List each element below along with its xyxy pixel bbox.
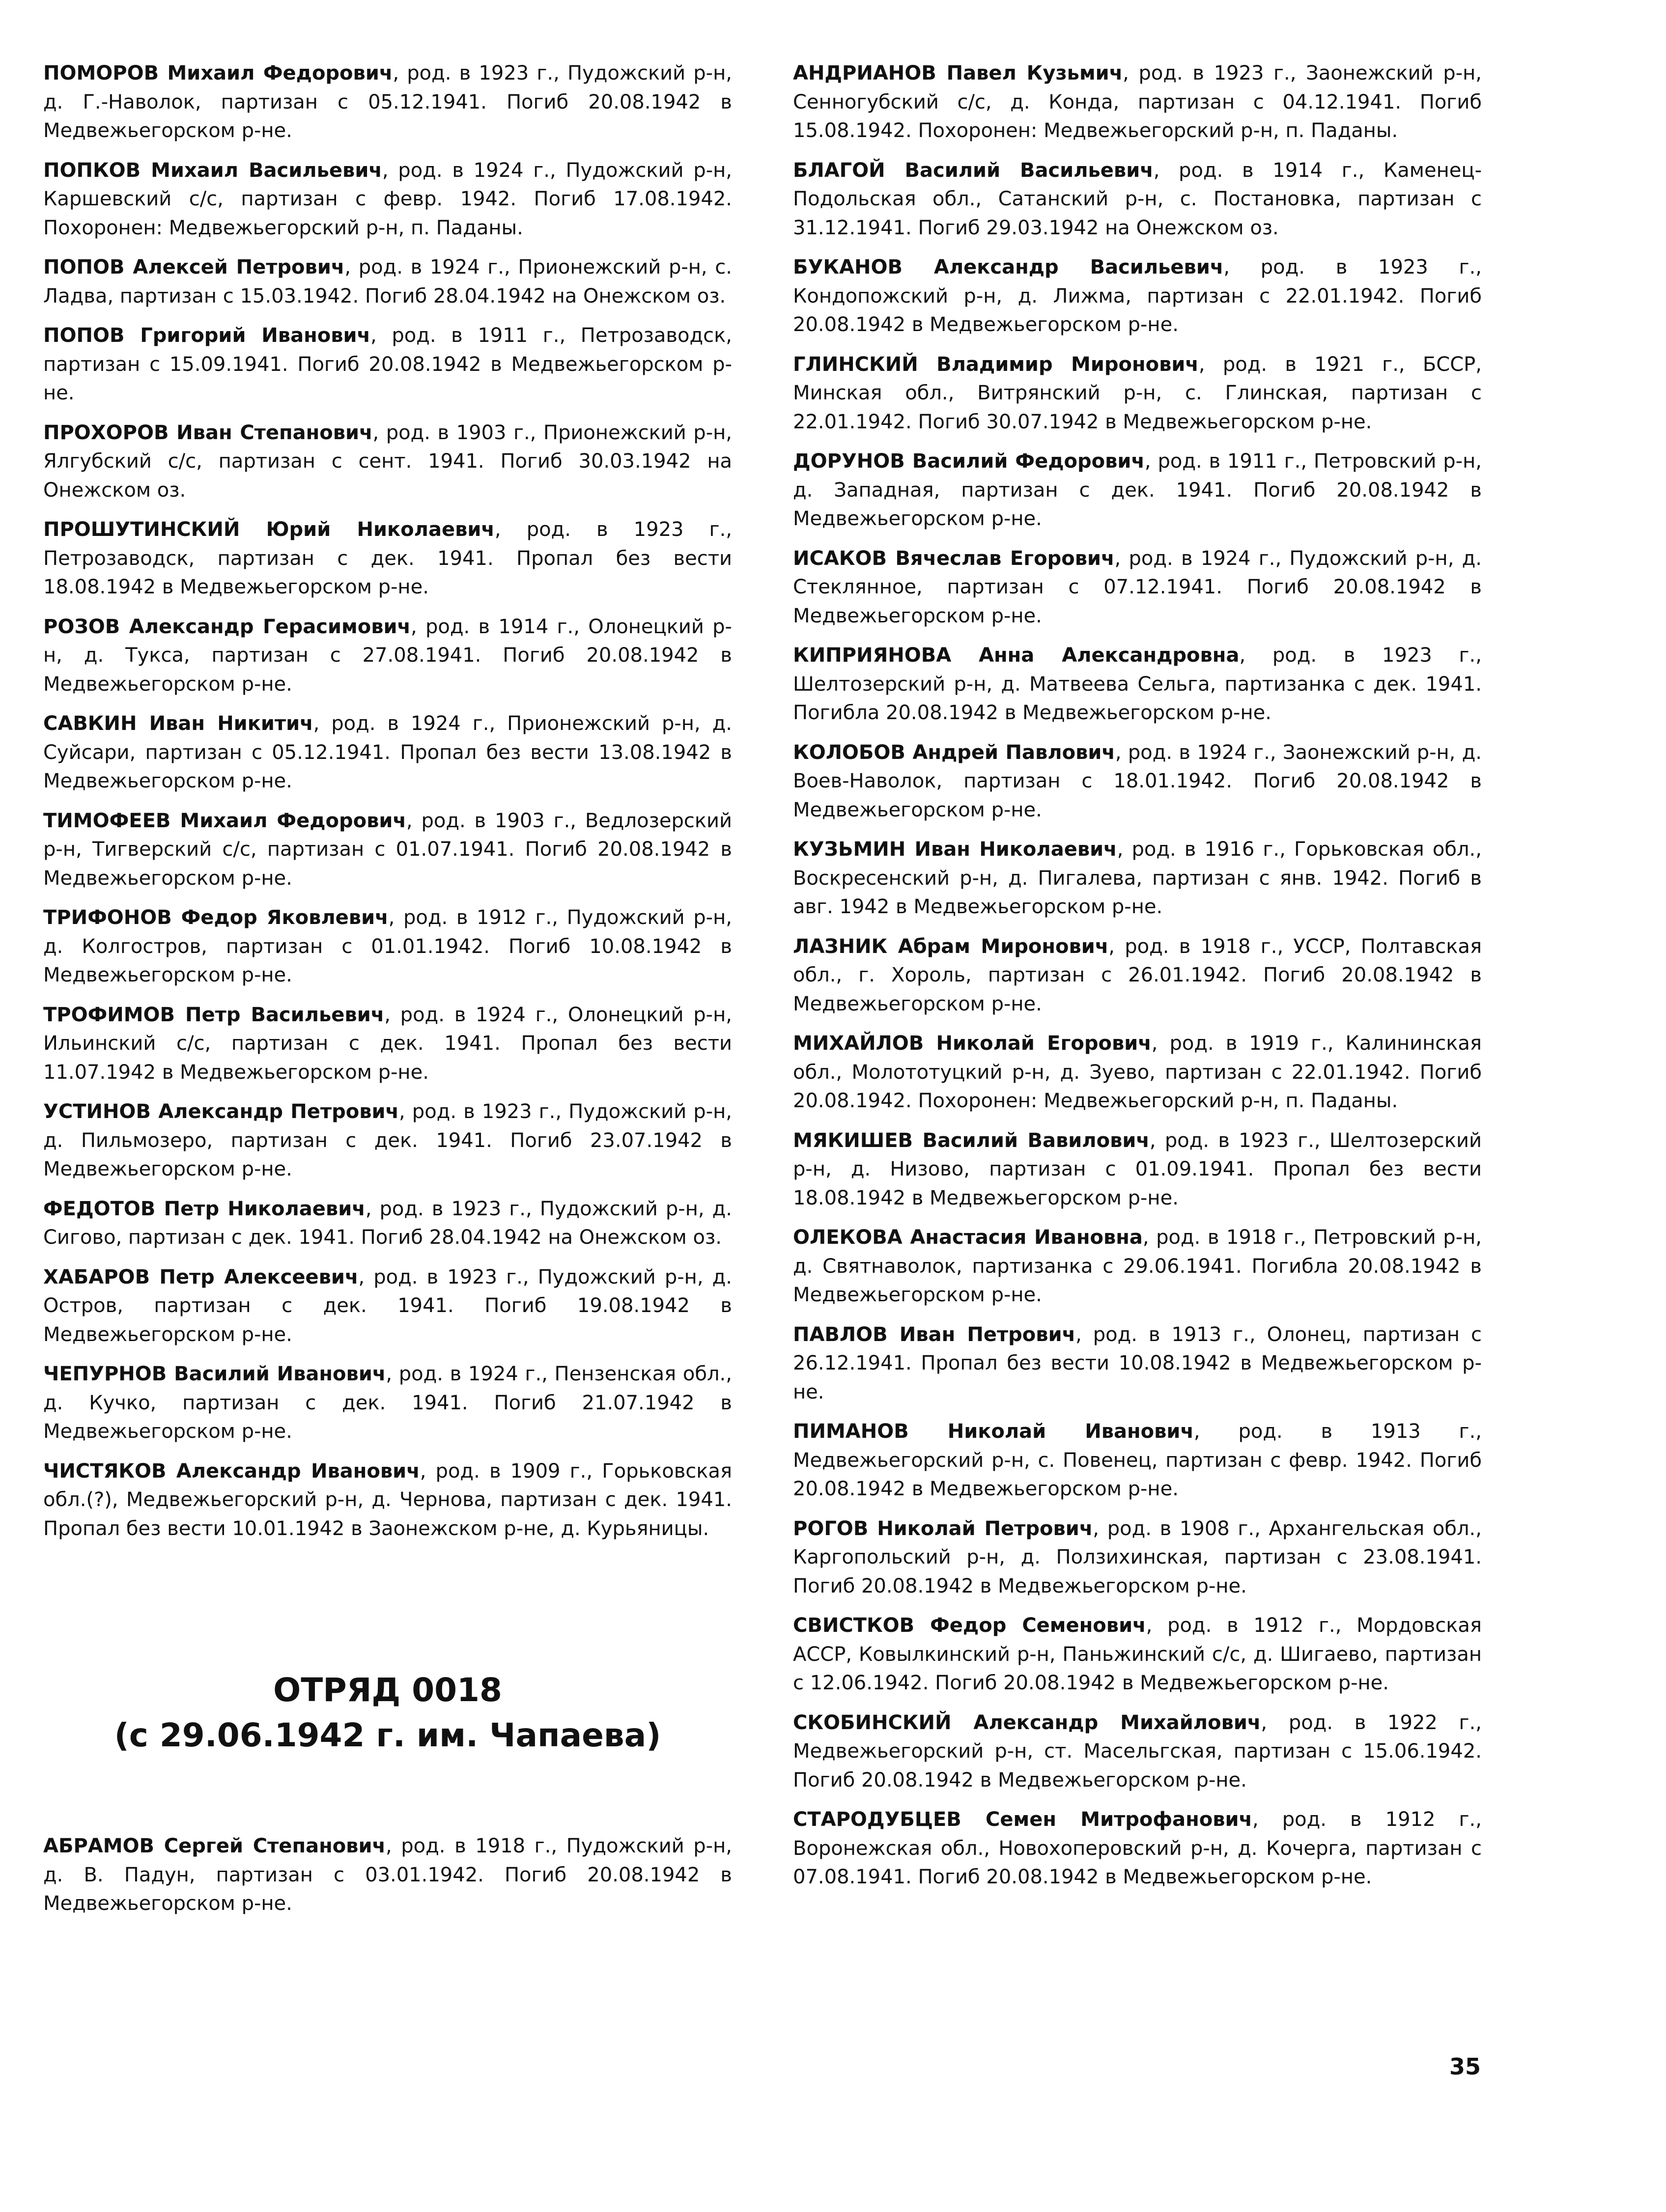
person-details: , род. в 1913 г., Олонец, партизан с 26.12.1941. Пропал без вести 10.08.1942 в Медвежьегорском р-не. (793, 1323, 1482, 1403)
person-details: , род. в 1908 г., Архангельская обл., Каргопольский р-н, д. Ползихинская, партизан с 23.08.1941. Погиб 20.08.1942 в Медвежьегорском р-не. (793, 1517, 1482, 1597)
right-entry-list (793, 59, 1482, 1892)
person-entry (793, 738, 1482, 825)
person-name: САВКИН Иван Никитич (43, 712, 313, 735)
person-entry (793, 253, 1482, 339)
person-name: МЯКИШЕВ Василий Вавилович (793, 1129, 1150, 1152)
person-name: ЛАЗНИК Абрам Миронович (793, 935, 1109, 958)
person-name: ГЛИНСКИЙ Владимир Миронович (793, 353, 1199, 376)
person-name: БЛАГОЙ Василий Васильевич (793, 159, 1154, 182)
right-column (793, 59, 1482, 1903)
person-entry (793, 1223, 1482, 1310)
person-details: , род. в 1914 г., Каменец-Подольская обл., Сатанский р-н, с. Постановка, партизан с 31.12.1941. Погиб 29.03.1942 на Онежском оз. (793, 159, 1482, 239)
person-entry (43, 1097, 732, 1184)
person-details: , род. в 1923 г., Пудожский р-н, д. Г.-Наволок, партизан с 05.12.1941. Погиб 20.08.1942 в Медвежьегорском р-не. (43, 62, 732, 142)
person-name: ТРОФИМОВ Петр Васильевич (43, 1003, 385, 1026)
person-entry (793, 641, 1482, 728)
person-entry (43, 1001, 732, 1087)
person-details: , род. в 1916 г., Горьковская обл., Воскресенский р-н, д. Пигалева, партизан с янв. 1942. Погиб в авг. 1942 в Медвежьегорском р-не. (793, 838, 1482, 918)
person-name: КОЛОБОВ Андрей Павлович (793, 741, 1115, 764)
person-details: , род. в 1923 г., Пудожский р-н, д. Сигово, партизан с дек. 1941. Погиб 28.04.1942 на Онежском оз. (43, 1197, 733, 1249)
person-details: , род. в 1912 г., Воронежская обл., Новохоперовский р-н, д. Кочерга, партизан с 07.08.1941. Погиб 20.08.1942 в Медвежьегорском р-не. (793, 1808, 1482, 1888)
person-entry (43, 709, 732, 796)
person-details: , род. в 1924 г., Прионежский р-н, д. Суйсари, партизан с 05.12.1941. Пропал без вести 13.08.1942 в Медвежьегорском р-не. (43, 712, 732, 792)
person-name: ТРИФОНОВ Федор Яковлевич (43, 906, 389, 929)
person-name: СКОБИНСКИЙ Александр Михайлович (793, 1711, 1261, 1734)
person-entry (43, 613, 732, 699)
section-title: ОТРЯД 0018 (273, 1671, 502, 1709)
person-details: , род. в 1903 г., Прионежский р-н, Ялгубский с/с, партизан с сент. 1941. Погиб 30.03.1942 на Онежском оз. (43, 421, 732, 502)
person-name: РОЗОВ Александр Герасимович (43, 615, 411, 638)
person-name: ПРОШУТИНСКИЙ Юрий Николаевич (43, 518, 495, 541)
person-details: , род. в 1909 г., Горьковская обл.(?), Медвежьегорский р-н, д. Чернова, партизан с дек. 1941. Пропал без вести 10.01.1942 в Заонежском р-не, д. Курьяницы. (43, 1459, 733, 1540)
person-details: , род. в 1914 г., Олонецкий р-н, д. Тукса, партизан с 27.08.1941. Погиб 20.08.1942 в Медвежьегорском р-не. (43, 615, 732, 696)
person-entry (793, 544, 1482, 631)
person-entry (43, 1832, 732, 1918)
person-details: , род. в 1903 г., Ведлозерский р-н, Тигверский с/с, партизан с 01.07.1941. Погиб 20.08.1942 в Медвежьегорском р-не. (43, 809, 733, 890)
person-entry (793, 1320, 1482, 1407)
left-column (43, 59, 732, 1929)
person-details: , род. в 1923 г., Шелтозерский р-н, д. Низово, партизан с 01.09.1941. Пропал без вести 18.08.1942 в Медвежьегорском р-не. (793, 1129, 1482, 1209)
person-details: , род. в 1924 г., Пензенская обл., д. Кучко, партизан с дек. 1941. Погиб 21.07.1942 в Медвежьегорском р-не. (43, 1363, 732, 1443)
person-entry (793, 1514, 1482, 1601)
person-entry (43, 1195, 732, 1252)
person-details: , род. в 1924 г., Прионежский р-н, с. Ладва, партизан с 15.03.1942. Погиб 28.04.1942 на Онежском оз. (43, 256, 733, 308)
section-entry-list (43, 1832, 732, 1918)
person-details: , род. в 1918 г., Пудожский р-н, д. В. Падун, партизан с 03.01.1942. Погиб 20.08.1942 в Медвежьегорском р-не. (43, 1835, 732, 1915)
person-details: , род. в 1924 г., Пудожский р-н, д. Стеклянное, партизан с 07.12.1941. Погиб 20.08.1942 в Медвежьегорском р-не. (793, 547, 1482, 627)
left-entry-list (43, 59, 732, 1543)
person-name: ПРОХОРОВ Иван Степанович (43, 421, 373, 444)
person-name: БУКАНОВ Александр Васильевич (793, 256, 1224, 279)
person-details: , род. в 1911 г., Петрозаводск, партизан с 15.09.1941. Погиб 20.08.1942 в Медвежьегорском р-не. (43, 324, 732, 404)
person-entry (793, 1417, 1482, 1504)
person-name: СТАРОДУБЦЕВ Семен Митрофанович (793, 1808, 1252, 1831)
person-details: , род. в 1924 г., Пудожский р-н, Каршевский с/с, партизан с февр. 1942. Погиб 17.08.1942. Похоронен: Медвежьегорский р-н, п. Паданы. (43, 159, 732, 239)
person-details: , род. в 1912 г., Пудожский р-н, д. Колгостров, партизан с 01.01.1942. Погиб 10.08.1942 в Медвежьегорском р-не. (43, 906, 732, 986)
person-entry (43, 1360, 732, 1446)
person-entry (43, 321, 732, 408)
person-details: , род. в 1913 г., Медвежьегорский р-н, с. Повенец, партизан с февр. 1942. Погиб 20.08.1942 в Медвежьегорском р-не. (793, 1420, 1482, 1500)
person-name: ОЛЕКОВА Анастасия Ивановна (793, 1226, 1143, 1249)
person-entry (43, 156, 732, 243)
person-details: , род. в 1924 г., Заонежский р-н, д. Воев-Наволок, партизан с 18.01.1942. Погиб 20.08.1942 в Медвежьегорском р-не. (793, 741, 1482, 821)
person-details: , род. в 1919 г., Калининская обл., Молототуцкий р-н, д. Зуево, партизан с 22.01.1942. Погиб 20.08.1942. Похоронен: Медвежьегорский р-н, п. Паданы. (793, 1032, 1482, 1112)
person-name: СВИСТКОВ Федор Семенович (793, 1614, 1146, 1637)
person-name: АБРАМОВ Сергей Степанович (43, 1835, 386, 1857)
person-name: ПИМАНОВ Николай Иванович (793, 1420, 1194, 1443)
person-name: УСТИНОВ Александр Петрович (43, 1100, 399, 1123)
person-entry (43, 903, 732, 990)
person-entry (43, 515, 732, 602)
person-entry (793, 350, 1482, 437)
person-details: , род. в 1923 г., Пудожский р-н, д. Пильмозеро, партизан с дек. 1941. Погиб 23.07.1942 в Медвежьегорском р-не. (43, 1100, 732, 1180)
person-name: ЧЕПУРНОВ Василий Иванович (43, 1363, 386, 1385)
person-details: , род. в 1918 г., Петровский р-н, д. Святнаволок, партизанка с 29.06.1941. Погибла 20.08.1942 в Медвежьегорском р-не. (793, 1226, 1482, 1306)
person-details: , род. в 1921 г., БССР, Минская обл., Витрянский р-н, с. Глинская, партизан с 22.01.1942. Погиб 30.07.1942 в Медвежьегорском р-не. (793, 353, 1482, 433)
person-entry (43, 59, 732, 145)
person-entry (793, 932, 1482, 1019)
person-name: МИХАЙЛОВ Николай Егорович (793, 1032, 1152, 1055)
person-name: ЧИСТЯКОВ Александр Иванович (43, 1459, 420, 1483)
person-name: КИПРИЯНОВА Анна Александровна (793, 644, 1240, 667)
person-entry (793, 59, 1482, 145)
section-subtitle: (с 29.06.1942 г. им. Чапаева) (114, 1716, 661, 1754)
person-entry (793, 1126, 1482, 1213)
person-entry (793, 1611, 1482, 1698)
person-name: ДОРУНОВ Василий Федорович (793, 450, 1145, 473)
person-name: ПАВЛОВ Иван Петрович (793, 1323, 1076, 1346)
person-name: ПОПОВ Григорий Иванович (43, 324, 370, 347)
person-details: , род. в 1924 г., Олонецкий р-н, Ильинский с/с, партизан с дек. 1941. Пропал без вести 11.07.1942 в Медвежьегорском р-не. (43, 1003, 732, 1084)
person-details: , род. в 1912 г., Мордовская АССР, Ковылкинский р-н, Паньжинский с/с, д. Шигаево, партизан с 12.06.1942. Погиб 20.08.1942 в Медвежьегорском р-не. (793, 1614, 1482, 1694)
person-entry (793, 156, 1482, 243)
person-entry (43, 807, 732, 893)
person-entry (43, 419, 732, 505)
person-name: ФЕДОТОВ Петр Николаевич (43, 1197, 366, 1220)
person-name: ХАБАРОВ Петр Алексеевич (43, 1265, 359, 1288)
person-details: , род. в 1923 г., Кондопожский р-н, д. Лижма, партизан с 22.01.1942. Погиб 20.08.1942 в Медвежьегорском р-не. (793, 256, 1482, 336)
person-entry (793, 1029, 1482, 1116)
person-entry (43, 1457, 732, 1543)
person-details: , род. в 1922 г., Медвежьегорский р-н, ст. Масельгская, партизан с 15.06.1942. Погиб 20.08.1942 в Медвежьегорском р-не. (793, 1711, 1482, 1792)
person-name: ПОМОРОВ Михаил Федорович (43, 62, 393, 84)
person-name: ПОПОВ Алексей Петрович (43, 256, 345, 279)
person-entry (793, 835, 1482, 922)
person-details: , род. в 1911 г., Петровский р-н, д. Западная, партизан с дек. 1941. Погиб 20.08.1942 в Медвежьегорском р-не. (793, 450, 1482, 530)
person-details: , род. в 1923 г., Шелтозерский р-н, д. Матвеева Сельга, партизанка с дек. 1941. Погибла 20.08.1942 в Медвежьегорском р-не. (793, 644, 1482, 724)
person-name: АНДРИАНОВ Павел Кузьмич (793, 62, 1123, 84)
person-entry (793, 447, 1482, 533)
person-entry (793, 1805, 1482, 1892)
person-name: ТИМОФЕЕВ Михаил Федорович (43, 809, 406, 832)
person-details: , род. в 1918 г., УССР, Полтавская обл., г. Хороль, партизан с 26.01.1942. Погиб 20.08.1942 в Медвежьегорском р-не. (793, 935, 1482, 1015)
person-entry (43, 1263, 732, 1349)
person-details: , род. в 1923 г., Заонежский р-н, Сенногубский с/с, д. Конда, партизан с 04.12.1941. Погиб 15.08.1942. Похоронен: Медвежьегорский р-н, п. Паданы. (793, 62, 1482, 142)
person-details: , род. в 1923 г., Петрозаводск, партизан с дек. 1941. Пропал без вести 18.08.1942 в Медвежьегорском р-не. (43, 518, 733, 598)
page-number: 35 (1449, 2053, 1481, 2080)
section-heading (43, 1668, 732, 1758)
person-entry (43, 253, 732, 310)
person-details: , род. в 1923 г., Пудожский р-н, д. Остров, партизан с дек. 1941. Погиб 19.08.1942 в Медвежьегорском р-не. (43, 1265, 733, 1346)
person-name: КУЗЬМИН Иван Николаевич (793, 838, 1117, 861)
person-name: РОГОВ Николай Петрович (793, 1517, 1093, 1540)
person-name: ИСАКОВ Вячеслав Егорович (793, 547, 1115, 570)
person-entry (793, 1708, 1482, 1795)
person-name: ПОПКОВ Михаил Васильевич (43, 159, 382, 182)
